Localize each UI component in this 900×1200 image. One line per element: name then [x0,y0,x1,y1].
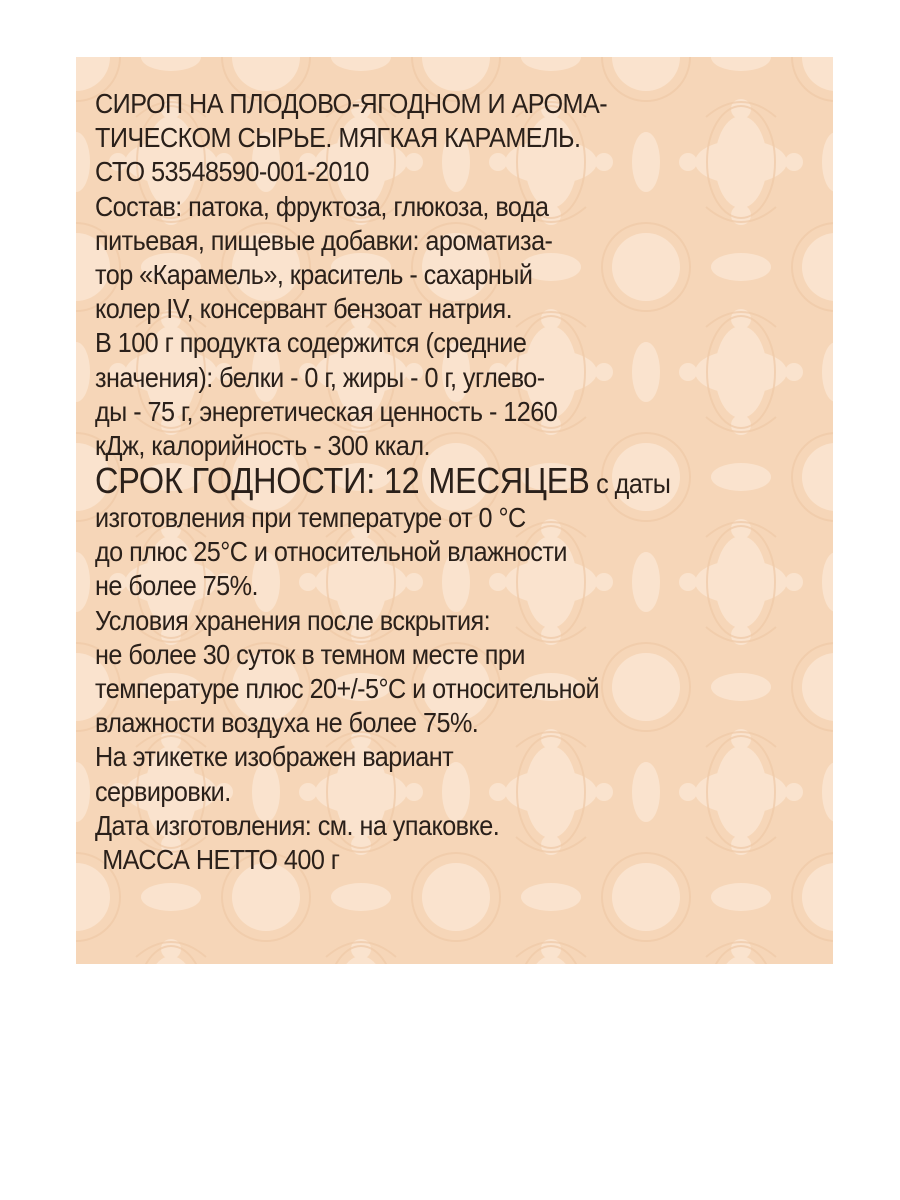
text-line: тор «Карамель», краситель - сахарный [95,258,533,290]
text-line: не более 30 суток в темном месте при [95,638,525,670]
text-line: Условия хранения после вскрытия: [95,604,491,636]
text-line: Состав: патока, фруктоза, глюкоза, вода [95,190,549,222]
text-line: питьевая, пищевые добавки: ароматиза- [95,224,553,256]
text-line: до плюс 25°С и относительной влажности [95,536,567,568]
text-line: влажности воздуха не более 75%. [95,707,479,739]
shelf-life-heading: СРОК ГОДНОСТИ: 12 МЕСЯЦЕВ [95,460,590,502]
text-line: изготовления при температуре от 0 °С [95,502,526,534]
label-text [95,87,752,877]
text-line: На этикетке изображен вариант [95,741,454,773]
text-line: колер IV, консервант бензоат натрия. [95,293,513,325]
shelf-life-line [95,460,752,502]
text-line: кДж, калорийность - 300 ккал. [95,429,431,461]
shelf-life-suffix: с даты [589,468,671,500]
text-line: температуре плюс 20+/-5°С и относительной [95,673,600,704]
text-line: ТИЧЕСКОМ СЫРЬЕ. МЯГКАЯ КАРАМЕЛЬ. [95,122,581,154]
text-line: значения): белки - 0 г, жиры - 0 г, углево- [95,361,545,393]
text-line: сервировки. [95,775,231,807]
product-label [76,57,833,964]
text-line: ды - 75 г, энергетическая ценность - 1260 [95,395,558,427]
text-line: Дата изготовления: см. на упаковке. [95,809,500,841]
text-line: СИРОП НА ПЛОДОВО-ЯГОДНОМ И АРОМА- [95,88,608,119]
net-weight: МАССА НЕТТО 400 г [102,843,340,875]
text-line: СТО 53548590-001-2010 [95,156,369,188]
text-line: не более 75%. [95,570,258,602]
text-line: В 100 г продукта содержится (средние [95,327,527,359]
